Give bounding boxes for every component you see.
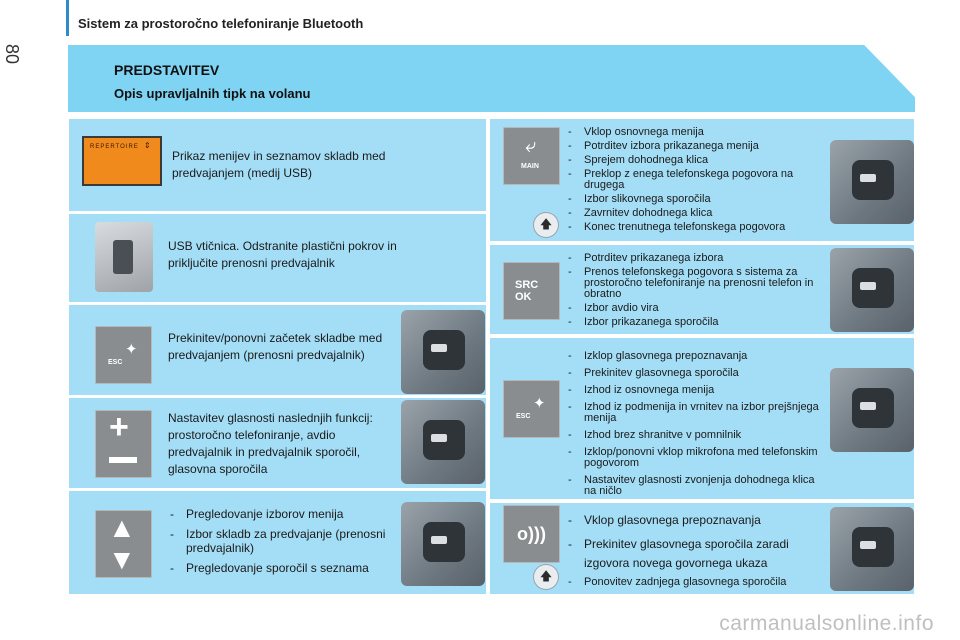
header-accent-bar: [66, 0, 69, 36]
list-item: - Sprejem dohodnega klica: [566, 155, 836, 166]
steering-wheel-image: [401, 400, 485, 484]
section-subtitle: Opis upravljalnih tipk na volanu: [114, 86, 311, 101]
pin-icon: ✦: [533, 395, 546, 412]
list-item: - Ponovitev zadnjega glasovnega sporočila: [566, 575, 828, 589]
usb-icon: [113, 240, 133, 274]
list-item: - Pregledovanje sporočil s seznama: [168, 561, 398, 575]
list-item: - Izbor skladb za predvajanje (prenosni predvajalnik): [168, 527, 398, 555]
list-item: - Zavrnitev dohodnega klica: [566, 208, 836, 219]
steering-wheel-image: [830, 248, 914, 332]
esc-button-image: [95, 326, 152, 384]
list-item: - Izbor prikazanega sporočila: [566, 317, 836, 328]
list-item: - Izklop glasovnega prepoznavanja: [566, 351, 828, 362]
list-item: - Konec trenutnega telefonskega pogovora: [566, 222, 836, 233]
header-title: Sistem za prostoročno telefoniranje Bluetooth: [78, 16, 364, 31]
list-item: - Preklop z enega telefonskega pogovora na drugega: [566, 169, 836, 191]
list-item: - Prekinitev glasovnega sporočila zaradi izgovora novega govornega ukaza: [566, 535, 828, 573]
right-panel-1-list: [566, 127, 836, 236]
main-label: MAIN: [521, 163, 539, 170]
triangle-up-icon: ▲: [108, 512, 136, 543]
list-item: - Potrditev prikazanega izbora: [566, 253, 836, 264]
footer-watermark: carmanualsonline.info: [719, 612, 934, 635]
section-title: PREDSTAVITEV: [114, 62, 220, 78]
esc-label: ESC: [516, 413, 531, 420]
steering-wheel-image: [830, 368, 914, 452]
phone-icon: ⤶: [525, 135, 537, 157]
left-panel-4-text: Nastavitev glasnosti naslednjih funkcij: prostoročno telefoniranje, avdio predvajalnik in predvajalnik sporočil, glasovna sporočila: [168, 411, 373, 476]
usb-port-image: [95, 222, 153, 292]
triangle-down-icon: ▼: [108, 544, 136, 575]
esc-label: ESC: [108, 359, 123, 366]
plus-icon: +: [109, 408, 129, 446]
main-button-image: [503, 127, 560, 185]
voice-recognition-icon: o))): [517, 523, 546, 544]
left-panel-1-text: Prikaz menijev in seznamov skladb med predvajanjem (medij USB): [172, 149, 386, 180]
right-panel-2-list: [566, 253, 836, 331]
list-item: - Izklop/ponovni vklop mikrofona med telefonskim pogovorom: [566, 447, 828, 469]
voice-button-image: [503, 505, 560, 563]
right-panel-4-list: [566, 513, 828, 595]
list-item: - Izbor slikovnega sporočila: [566, 194, 836, 205]
long-press-up-icon: 🡅: [534, 213, 558, 237]
list-item: - Prekinitev glasovnega sporočila: [566, 368, 828, 379]
left-panel-5-list: [168, 507, 398, 581]
chevron-up-down-icon: ⇕: [144, 141, 151, 150]
list-item: - Vklop glasovnega prepoznavanja: [566, 513, 828, 527]
left-panel-3-text: Prekinitev/ponovni začetek skladbe med predvajanjem (prenosni predvajalnik): [168, 331, 383, 362]
list-item: - Izbor avdio vira: [566, 303, 836, 314]
left-panel-2-text: USB vtičnica. Odstranite plastični pokrov in priključite prenosni predvajalnik: [168, 239, 397, 270]
section-banner: [68, 45, 915, 112]
src-ok-button-image: [503, 262, 560, 320]
steering-wheel-image: [401, 310, 485, 394]
list-item: - Potrditev izbora prikazanega menija: [566, 141, 836, 152]
list-item: - Prenos telefonskega pogovora s sistema za prostoročno telefoniranje na prenosni telefon in obratno: [566, 267, 836, 300]
esc-button-image: [503, 380, 560, 438]
page-number: 80: [2, 44, 22, 65]
steering-wheel-image: [830, 507, 914, 591]
right-panel-3-list: [566, 351, 828, 500]
steering-wheel-image: [830, 140, 914, 224]
list-item: - Vklop osnovnega menija: [566, 127, 836, 138]
list-item: - Izhod iz osnovnega menija: [566, 385, 828, 396]
list-item: - Nastavitev glasnosti zvonjenja dohodnega klica na ničlo: [566, 475, 828, 497]
minus-icon: [109, 457, 137, 463]
list-item: - Izhod iz podmenija in vrnitev na izbor prejšnjega menija: [566, 402, 828, 424]
src-ok-label: SRC OK: [515, 279, 539, 303]
list-item: - Pregledovanje izborov menija: [168, 507, 398, 521]
volume-button-image: [95, 410, 152, 478]
repertoire-display: [82, 136, 162, 186]
steering-wheel-image: [401, 502, 485, 586]
long-press-up-icon: 🡅: [534, 565, 558, 589]
list-item: - Izhod brez shranitve v pomnilnik: [566, 430, 828, 441]
pin-icon: ✦: [125, 341, 138, 358]
repertoire-label: REPERTOIRE: [90, 144, 139, 150]
arrow-button-image: [95, 510, 152, 578]
